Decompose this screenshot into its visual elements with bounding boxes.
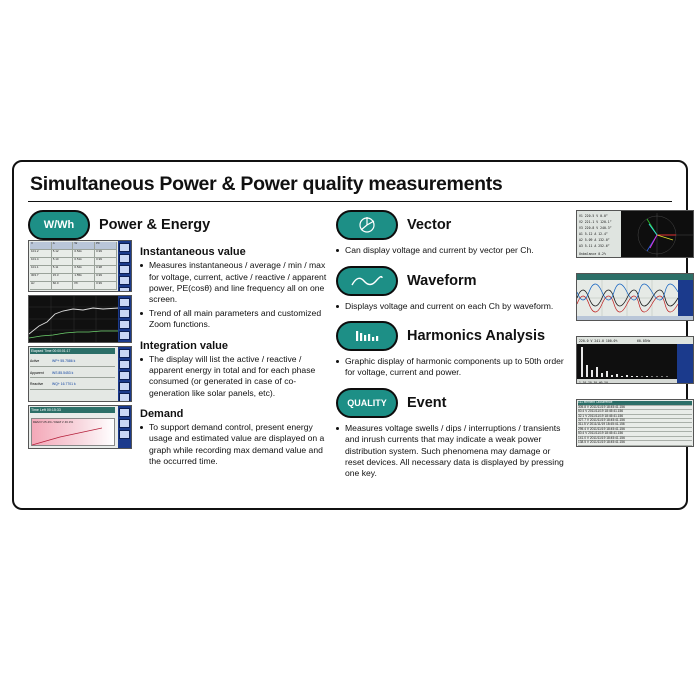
demand-screen-softkeys: [118, 406, 131, 448]
vector-icon: [352, 216, 382, 234]
harmonics-screen: [576, 336, 694, 384]
integration-row-label: Reactive: [30, 382, 44, 387]
svg-text:A3 5.11 A 252.6°: A3 5.11 A 252.6°: [579, 244, 610, 249]
power-energy-badge-row: [28, 210, 328, 240]
svg-text:Unbalance 0.2%: Unbalance 0.2%: [579, 252, 606, 257]
demand-graph-plot: [32, 425, 102, 447]
bullet: The display will list the active / reactive / apparent energy in total and for each phase consumed (or generated in case of co-generation like solar panels, etc).: [140, 354, 328, 399]
vector-screen: [576, 210, 694, 258]
harmonics-bar-chart: [577, 337, 694, 384]
waveform-plot: [577, 274, 694, 321]
brochure-panel: [12, 160, 688, 510]
title-divider: [28, 201, 672, 202]
integration-row-value-1: WP+ 55.7586 k: [52, 359, 76, 364]
bullet: Displays voltage and current on each Ch by waveform.: [336, 301, 564, 312]
integration-rows: [30, 356, 115, 400]
svg-text:1 10 20 30 40 50: 1 10 20 30 40 50: [579, 380, 608, 385]
bullet: Measures voltage swells / dips / interruptions / transients and inrush currents that may indicate a weak power distribution system. Such phenomena may damage or reset devices. All necessary data is displayed by pressing one key.: [336, 423, 564, 480]
integration-value-section: [140, 340, 328, 399]
page-title: Simultaneous Power & Power quality measurements: [30, 173, 503, 195]
power-energy-heading: Power & Energy: [99, 217, 211, 234]
power-energy-pill: W/Wh: [28, 210, 90, 240]
bullet: Measures instantaneous / average / min / max for voltage, current, active / reactive / apparent power, PE(cosθ) and line frequency all on one screen.: [140, 260, 328, 305]
event-bullets: [336, 423, 564, 480]
instantaneous-value-bullets: [140, 260, 328, 330]
demand-section: [140, 408, 328, 467]
integration-row-value-1: WQ+ 16.7701 k: [52, 382, 76, 387]
integration-row-label: Apparent: [30, 370, 44, 375]
event-list: [578, 401, 692, 445]
waveform-badge-row: [336, 266, 564, 296]
bullet: To support demand control, present energy usage and estimated value are displayed on a graph while recording max demand value and the occurred time.: [140, 422, 328, 467]
integration-screen-caption: Elapsed Time 00:00:01:17: [30, 348, 115, 354]
right-text-blocks: [336, 210, 564, 479]
event-row: 311.5 V 2011/11/19 18:45:41.156: [578, 423, 692, 427]
waveform-screen: [576, 273, 694, 321]
trend-graph-screen: [28, 295, 132, 343]
demand-screen: [28, 405, 132, 449]
integration-row-value-1: WS 85.5453 k: [52, 370, 74, 375]
event-row: 305.8 V 2011/11/19 18:45:41.156: [578, 406, 692, 410]
demand-screen-caption: Time Left 00:15:33: [30, 407, 115, 413]
event-badge-row: [336, 388, 564, 418]
event-heading: Event: [407, 394, 447, 411]
harmonics-pill: [336, 321, 398, 351]
event-row: 50.4 V 2011/11/19 18:45:41.156: [578, 410, 692, 414]
demand-heading: Demand: [140, 407, 184, 420]
integration-value-screen: [28, 346, 132, 402]
bullet: Trend of all main parameters and customized Zoom functions.: [140, 308, 328, 331]
bullet: Graphic display of harmonic components up to 50th order for voltage, current and power.: [336, 356, 564, 379]
event-row: 327.7 V 2011/11/19 18:45:41.156: [578, 419, 692, 423]
event-section: [336, 388, 564, 480]
harmonics-badge-row: [336, 321, 564, 351]
integration-value-bullets: [140, 354, 328, 399]
event-row: 32.1 V 2011/11/19 18:45:41.156: [578, 415, 692, 419]
integration-row-label: Active: [30, 359, 40, 364]
left-screenshot-stack: [28, 240, 132, 449]
demand-bullets: [140, 422, 328, 467]
vector-bullets: [336, 245, 564, 256]
event-row: 50.4 V 2011/11/19 18:45:41.156: [578, 432, 692, 436]
left-text-blocks: [140, 240, 328, 476]
event-list-header: 111 element Occurrence: [578, 401, 692, 405]
event-screen: [576, 399, 694, 447]
vector-section: [336, 210, 564, 256]
svg-text:V3 220.8 V 240.3°: V3 220.8 V 240.3°: [579, 226, 612, 231]
instantaneous-value-table: V A W PF 101.2 5.12 0.52k 0.99 101.4 5.10 0.51k 0.99 101.1 5.11 0.52k 0.98 303.7 15.3 1.55k 0.99 Hz 60.0 PF 0.99: [30, 242, 117, 290]
vector-diagram: [577, 211, 694, 258]
vector-pill: [336, 210, 398, 240]
harmonics-heading: Harmonics Analysis: [407, 328, 546, 345]
svg-text:220.0 V 241.0 100.0%: 220.0 V 241.0 100.0%: [579, 339, 618, 344]
demand-graph-caption: DEM P 25.4% / DEM V 46.3%: [33, 420, 74, 425]
vector-heading: Vector: [407, 217, 452, 234]
instantaneous-screen-softkeys: [118, 241, 131, 291]
content-columns: [28, 210, 672, 488]
harmonics-icon: [351, 328, 383, 344]
svg-text:A1 5.12 A 12.4°: A1 5.12 A 12.4°: [579, 232, 608, 237]
integration-value-heading: Integration value: [140, 339, 229, 352]
waveform-pill: [336, 266, 398, 296]
event-row: 138.5 V 2011/11/19 18:45:41.156: [578, 441, 692, 445]
event-row: 295.4 V 2011/11/19 18:45:41.156: [578, 428, 692, 432]
right-screenshot-stack: [576, 210, 694, 462]
instantaneous-value-section: [140, 246, 328, 330]
instantaneous-value-screen: [28, 240, 132, 292]
svg-text:V1 220.5 V 0.0°: V1 220.5 V 0.0°: [579, 214, 608, 219]
waveform-bullets: [336, 301, 564, 312]
right-column: [336, 210, 666, 488]
left-column: [28, 210, 328, 488]
integration-screen-softkeys: [118, 347, 131, 401]
waveform-icon: [350, 273, 384, 289]
event-row: 141.0 V 2011/11/19 18:45:41.156: [578, 437, 692, 441]
waveform-heading: Waveform: [407, 272, 477, 289]
trend-graph-plot: [29, 296, 119, 342]
event-pill: QUALITY: [336, 388, 398, 418]
svg-text:V2 221.1 V 120.1°: V2 221.1 V 120.1°: [579, 220, 612, 225]
svg-text:60.03Hz: 60.03Hz: [637, 339, 651, 344]
harmonics-bullets: [336, 356, 564, 379]
waveform-section: [336, 266, 564, 312]
harmonics-section: [336, 321, 564, 379]
bullet: Can display voltage and current by vector per Ch.: [336, 245, 564, 256]
svg-text:A2 5.09 A 132.0°: A2 5.09 A 132.0°: [579, 238, 610, 243]
demand-graph: [31, 418, 115, 446]
instantaneous-value-heading: Instantaneous value: [140, 246, 246, 259]
trend-screen-softkeys: [118, 296, 131, 342]
vector-badge-row: [336, 210, 564, 240]
